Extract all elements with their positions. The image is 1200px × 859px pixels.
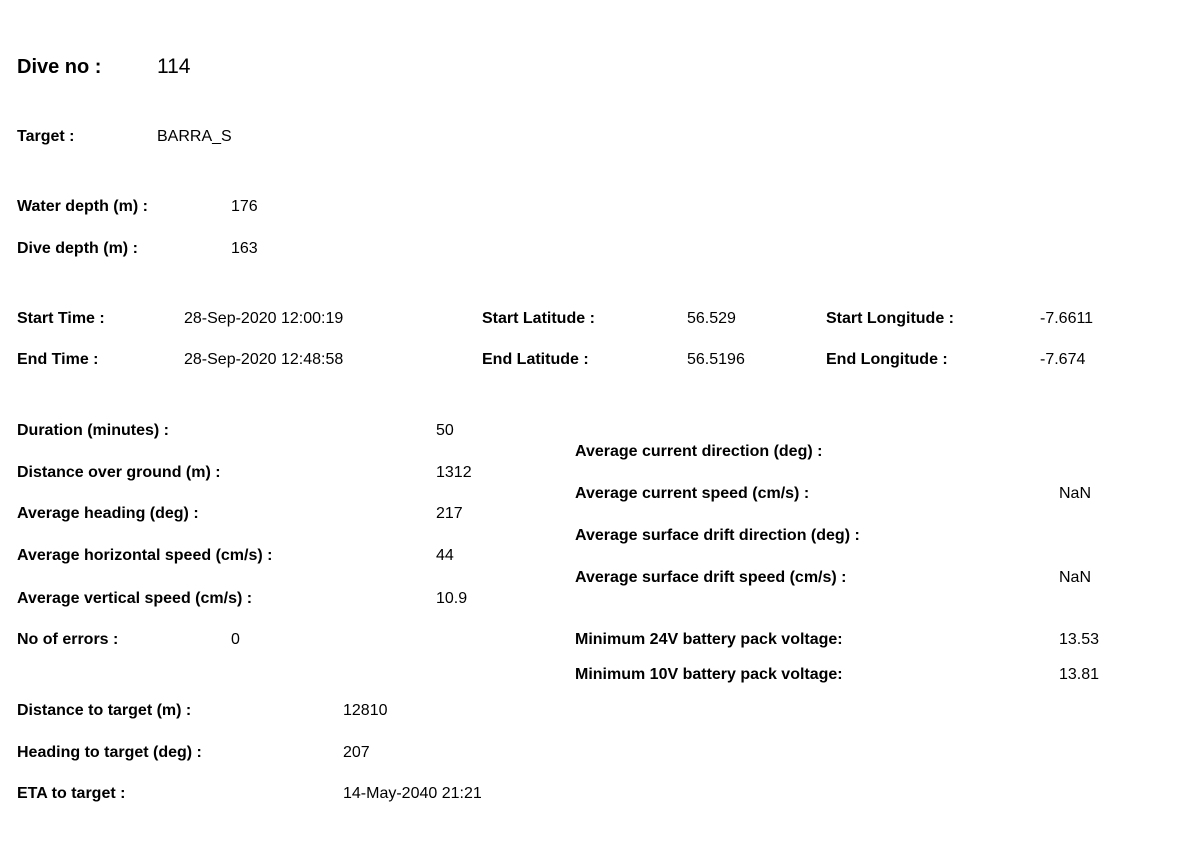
- start-longitude-label: Start Longitude :: [826, 310, 954, 327]
- eta-to-target-value: 14-May-2040 21:21: [343, 785, 482, 802]
- heading-to-target-value: 207: [343, 744, 370, 761]
- avg-current-speed-value: NaN: [1059, 485, 1092, 502]
- end-longitude-label: End Longitude :: [826, 351, 948, 368]
- dive-depth-value: 163: [231, 240, 258, 257]
- end-time-label: End Time :: [17, 351, 99, 368]
- dive-depth-label: Dive depth (m) :: [17, 240, 138, 257]
- avg-horizontal-speed-value: 44: [436, 547, 454, 564]
- end-longitude-value: -7.674: [1040, 351, 1086, 368]
- start-latitude-value: 56.529: [687, 310, 736, 327]
- avg-drift-speed-value: NaN: [1059, 569, 1092, 586]
- water-depth-value: 176: [231, 198, 258, 215]
- avg-drift-speed-label: Average surface drift speed (cm/s) :: [575, 569, 847, 586]
- distance-over-ground-value: 1312: [436, 464, 472, 481]
- battery-24v-value: 13.53: [1059, 631, 1100, 648]
- avg-heading-value: 217: [436, 505, 463, 522]
- start-longitude-value: -7.6611: [1040, 310, 1094, 327]
- avg-current-direction-label: Average current direction (deg) :: [575, 443, 823, 460]
- battery-24v-label: Minimum 24V battery pack voltage:: [575, 631, 843, 648]
- duration-value: 50: [436, 422, 454, 439]
- water-depth-label: Water depth (m) :: [17, 198, 148, 215]
- heading-to-target-label: Heading to target (deg) :: [17, 744, 202, 761]
- dive-no-value: 114: [157, 55, 191, 78]
- avg-heading-label: Average heading (deg) :: [17, 505, 199, 522]
- dive-no-label: Dive no :: [17, 56, 102, 78]
- target-value: BARRA_S: [157, 128, 232, 145]
- start-time-label: Start Time :: [17, 310, 105, 327]
- battery-10v-value: 13.81: [1059, 666, 1100, 683]
- errors-label: No of errors :: [17, 631, 119, 648]
- avg-horizontal-speed-label: Average horizontal speed (cm/s) :: [17, 547, 273, 564]
- avg-drift-direction-label: Average surface drift direction (deg) :: [575, 527, 860, 544]
- avg-vertical-speed-label: Average vertical speed (cm/s) :: [17, 590, 253, 607]
- start-latitude-label: Start Latitude :: [482, 310, 595, 327]
- end-time-value: 28-Sep-2020 12:48:58: [184, 351, 344, 368]
- duration-label: Duration (minutes) :: [17, 422, 169, 439]
- errors-value: 0: [231, 631, 240, 648]
- end-latitude-value: 56.5196: [687, 351, 745, 368]
- target-label: Target :: [17, 128, 75, 145]
- distance-to-target-value: 12810: [343, 702, 388, 719]
- eta-to-target-label: ETA to target :: [17, 785, 126, 802]
- end-latitude-label: End Latitude :: [482, 351, 589, 368]
- distance-to-target-label: Distance to target (m) :: [17, 702, 192, 719]
- battery-10v-label: Minimum 10V battery pack voltage:: [575, 666, 843, 683]
- start-time-value: 28-Sep-2020 12:00:19: [184, 310, 344, 327]
- avg-current-speed-label: Average current speed (cm/s) :: [575, 485, 810, 502]
- distance-over-ground-label: Distance over ground (m) :: [17, 464, 221, 481]
- avg-vertical-speed-value: 10.9: [436, 590, 468, 607]
